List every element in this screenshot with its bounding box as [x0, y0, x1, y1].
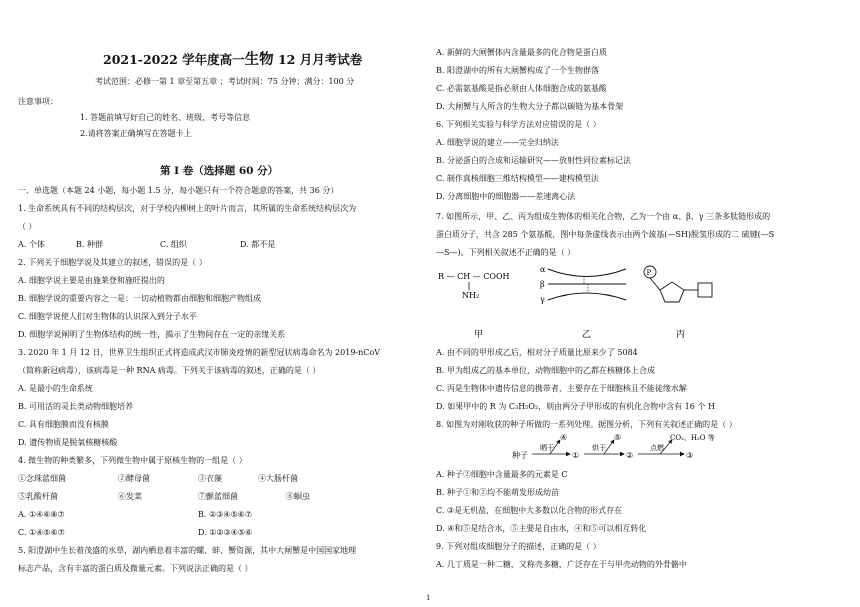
q5-stem-2: 标志产品，含有丰富的蛋白质及微量元素。下列说法正确的是（ ） — [18, 564, 253, 573]
q4-items-row-2 — [18, 492, 310, 502]
chain-label-alpha: α — [540, 265, 546, 274]
step-ignite: 点燃 — [650, 444, 664, 452]
q4-options-row-1 — [18, 510, 252, 520]
product-4: ④ — [560, 433, 568, 442]
q5-option-b: B. 阳澄湖中的所有大闸蟹构成了一个生物群落 — [436, 66, 599, 75]
step-oven-dry: 烘干 — [592, 444, 606, 452]
q5-option-d: D. 大闸蟹与人所含的生物大分子都以碳链为基本骨架 — [436, 102, 624, 111]
combustion-products: CO₂、H₂O 等 — [670, 434, 715, 442]
q6-stem: 6. 下列相关实验与科学方法对应错误的是（ ） — [436, 120, 601, 129]
section-title: 第 I 卷（选择题 60 分） — [160, 165, 279, 177]
q1-option-b: B. 种群 — [76, 240, 103, 249]
q3-stem-1: 3. 2020 年 1 月 12 日，世界卫生组织正式将造成武汉市肺炎疫情的新型冠状病毒命名为 2019-nCoV — [18, 348, 380, 357]
step-sun-dry: 晒干 — [540, 444, 554, 452]
node-3: ③ — [686, 451, 694, 460]
q5-stem-1: 5. 阳澄湖中生长着茂盛的水草，湖内栖息着丰富的螺、蚌、蟹资源，其中大闸蟹是中国国家地理 — [18, 546, 357, 555]
q4-item: ⑧蛔虫 — [286, 492, 310, 501]
q4-items-row-1 — [18, 474, 298, 484]
q4-option-a: A. ①④⑥⑧⑦ — [18, 510, 65, 519]
q8-stem: 8. 如图为对刚收获的种子所做的一系列处理。据图分析，下列有关叙述正确的是（ ） — [436, 420, 737, 429]
notice-item-2: 2.请将答案正确填写在答题卡上 — [80, 129, 192, 138]
q4-item: ⑦颤蓝细菌 — [198, 492, 238, 501]
q4-stem: 4. 微生物的种类繁多，下列微生物中属于原核生物的一组是（ ） — [18, 456, 247, 465]
q9-option-a: A. 几丁质是一种二糖，又称壳多糖，广泛存在于与甲壳动物的外骨骼中 — [436, 560, 687, 569]
chain-label-beta: β — [540, 280, 545, 289]
q8-option-b: B. 种子①和②均不能萌发形成幼苗 — [436, 488, 559, 497]
q8-figure — [512, 430, 772, 470]
q1-option-a: A. 个体 — [18, 240, 45, 249]
notice-item-1: 1. 答题前填写好自己的姓名、班级、考号等信息 — [80, 113, 251, 122]
q5-option-a: A. 新鲜的大闸蟹体内含量最多的化合物是蛋白质 — [436, 48, 607, 57]
q7-option-d: D. 如果甲中的 R 为 C₃H₅O₂，则由两分子甲形成的有机化合物中含有 16 个 H — [436, 402, 715, 411]
q2-option-c: C. 细胞学说使人们对生物体的认识深入到分子水平 — [18, 312, 197, 321]
page-number: 1 — [426, 594, 431, 602]
q7-stem-2: 蛋白质分子，共含 285 个氨基酸，图中每条虚线表示由两个巯基(—SH)脱氢形成的二 硫键(—S — [436, 230, 775, 239]
q6-option-a: A. 细胞学说的建立——完全归纳法 — [436, 138, 559, 147]
q3-stem-2: （简称新冠病毒），该病毒是一种 RNA 病毒。下列关于该病毒的叙述，正确的是（ ） — [18, 366, 321, 375]
q2-option-d: D. 细胞学说阐明了生物体结构的统一性，揭示了生物间存在一定的亲缘关系 — [18, 330, 286, 339]
seed-label: 种子 — [512, 451, 528, 460]
pentose-pentagon — [660, 282, 684, 302]
q7-option-c: C. 丙是生物体中遗传信息的携带者，主要存在于细胞核且不能徒缘水解 — [436, 384, 687, 393]
alpha-chain — [548, 269, 626, 277]
exam-title — [103, 51, 363, 68]
q8-option-a: A. 种子②细胞中含量最多的元素是 C — [436, 470, 568, 479]
phosphate-link — [650, 278, 660, 290]
caption-bing: 丙 — [676, 330, 686, 340]
node-1: ① — [572, 451, 580, 460]
q1-option-c: C. 组织 — [160, 240, 187, 249]
title-subject: 生物 — [244, 51, 274, 68]
q4-option-b: B. ②③④⑤⑥⑦ — [198, 510, 252, 519]
q1-stem: 1. 生命系统具有不同的结构层次，对于学校内柳树上的叶片而言，其所属的生命系统结构层次为 — [18, 204, 357, 213]
amino-group: NH₂ — [462, 291, 480, 300]
q7-stem-3: —S—)。下列相关叙述不正确的是（ ） — [436, 248, 576, 257]
q3-option-a: A. 是最小的生命系统 — [18, 384, 93, 393]
q4-item: ③衣藻 — [198, 474, 222, 483]
q6-option-c: C. 制作真核细胞三维结构模型——建构模型法 — [436, 174, 599, 183]
gamma-chain — [548, 293, 626, 300]
title-prefix: 2021-2022 学年度高一 — [103, 52, 245, 67]
q9-stem: 9. 下列对组成细胞分子的描述，正确的是（ ） — [436, 542, 601, 551]
q4-item: ④大肠杆菌 — [258, 474, 298, 483]
q1-options — [18, 240, 275, 250]
q1-paren: （ ） — [18, 222, 37, 231]
q8-option-c: C. ③是无机盐，在细胞中大多数以化合物的形式存在 — [436, 506, 623, 515]
q3-option-c: C. 具有细胞膜而没有核膜 — [18, 420, 109, 429]
q4-options-row-2 — [18, 528, 252, 538]
q2-option-b: B. 细胞学说的重要内容之一是：一切动植物都由细胞和细胞产物组成 — [18, 294, 261, 303]
q1-option-d: D. 都不是 — [240, 240, 276, 249]
q4-item: ⑥发菜 — [118, 492, 142, 501]
q8-option-d: D. ④和⑤是结合水，⑤主要是自由水，④和⑤可以相互转化 — [436, 524, 647, 533]
amino-acid-formula: R — CH — COOH — [438, 272, 510, 281]
base-square — [698, 283, 712, 297]
q7-option-a: A. 由不同的甲形成乙后，相对分子质量比原来少了 5084 — [436, 348, 638, 357]
q5-option-c: C. 必需氨基酸是指必须由人体细胞合成的氨基酸 — [436, 84, 607, 93]
caption-jia: 甲 — [474, 330, 484, 340]
q7-option-b: B. 甲为组成乙的基本单位，动物细胞中的乙都在核糖体上合成 — [436, 366, 655, 375]
q2-option-a: A. 细胞学说主要是由施莱登和施旺提出的 — [18, 276, 165, 285]
product-5: ⑤ — [614, 433, 622, 442]
caption-yi: 乙 — [582, 330, 592, 340]
q6-option-b: B. 分泌蛋白的合成和运输研究——放射性同位素标记法 — [436, 156, 631, 165]
exam-info: 考试范围：必修一第 1 章至第五章 ；考试时间：75 分钟；满分：100 分 — [95, 77, 355, 86]
q7-stem-1: 7. 如图所示，甲、乙、丙为组成生物体的相关化合物，乙为一个由 α、β、γ 三条多肽链形成的 — [436, 212, 771, 221]
phosphate-label: P — [646, 269, 652, 277]
q3-option-b: B. 可用活的灵长类动物细胞培养 — [18, 402, 133, 411]
title-suffix: 12 月月考试卷 — [273, 52, 363, 67]
q4-option-d: D. ①②③④⑤⑥ — [198, 528, 253, 537]
q4-item: ②酵母菌 — [118, 474, 150, 483]
chain-label-gamma: γ — [540, 295, 545, 304]
q4-item: ⑤乳酸杆菌 — [18, 492, 58, 501]
notice-heading: 注意事项： — [18, 97, 58, 106]
q7-figure — [436, 262, 736, 342]
q4-item: ①念珠蓝细菌 — [18, 474, 66, 483]
q6-option-d: D. 分离细胞中的细胞器——差速离心法 — [436, 192, 576, 201]
q4-option-c: C. ①④⑤⑥⑦ — [18, 528, 65, 537]
section-intro: 一、单选题（本题 24 小题，每小题 1.5 分，每小题只有一个符合题意的答案，共 36 分） — [18, 186, 339, 195]
q3-option-d: D. 遗传物质是脱氧核糖核酸 — [18, 438, 118, 447]
q2-stem: 2. 下列关于细胞学说及其建立的叙述，错误的是（ ） — [18, 258, 207, 267]
node-2: ② — [626, 451, 634, 460]
